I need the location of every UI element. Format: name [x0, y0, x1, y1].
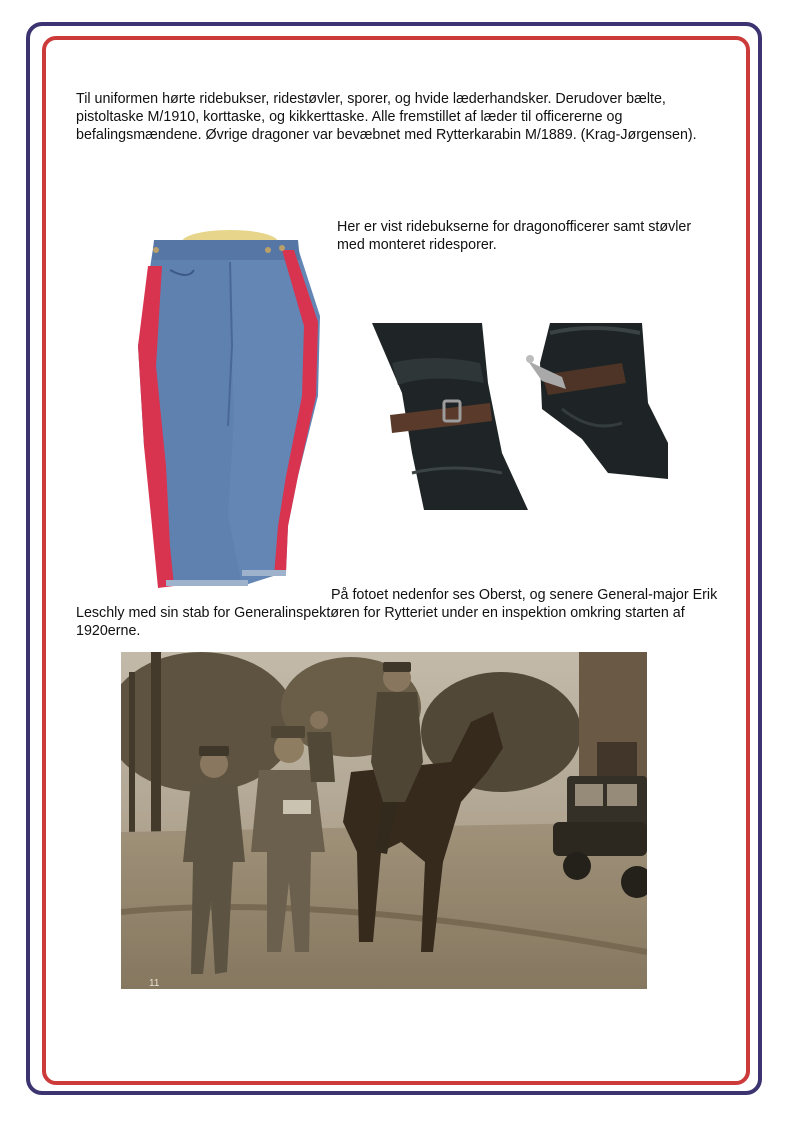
photo-number-mark: 11	[149, 978, 160, 989]
cavalry-staff-photo	[121, 652, 647, 989]
boot-strap-photo	[372, 323, 532, 510]
boot-spur-photo	[522, 323, 668, 479]
breeches-description: Her er vist ridebukserne for dragonofficerer samt støvler med monteret ridesporer.	[337, 219, 692, 253]
riding-breeches-photo	[118, 226, 343, 594]
intro-paragraph: Til uniformen hørte ridebukser, ridestøvler, sporer, og hvide læderhandsker. Derudover bælte, pistoltaske M/1910, korttaske, og kikkerttaske. Alle fremstillet af læder til officererne og befalingsmændene. Øvrige dragoner var bevæbnet med Rytterkarabin M/1889. (Krag-Jørgensen).	[76, 91, 697, 143]
photo-caption: På fotoet nedenfor ses Oberst, og senere General-major Erik Leschly med sin stab for Generalinspektøren for Rytteriet under en inspektion omkring starten af 1920erne.	[76, 587, 718, 639]
